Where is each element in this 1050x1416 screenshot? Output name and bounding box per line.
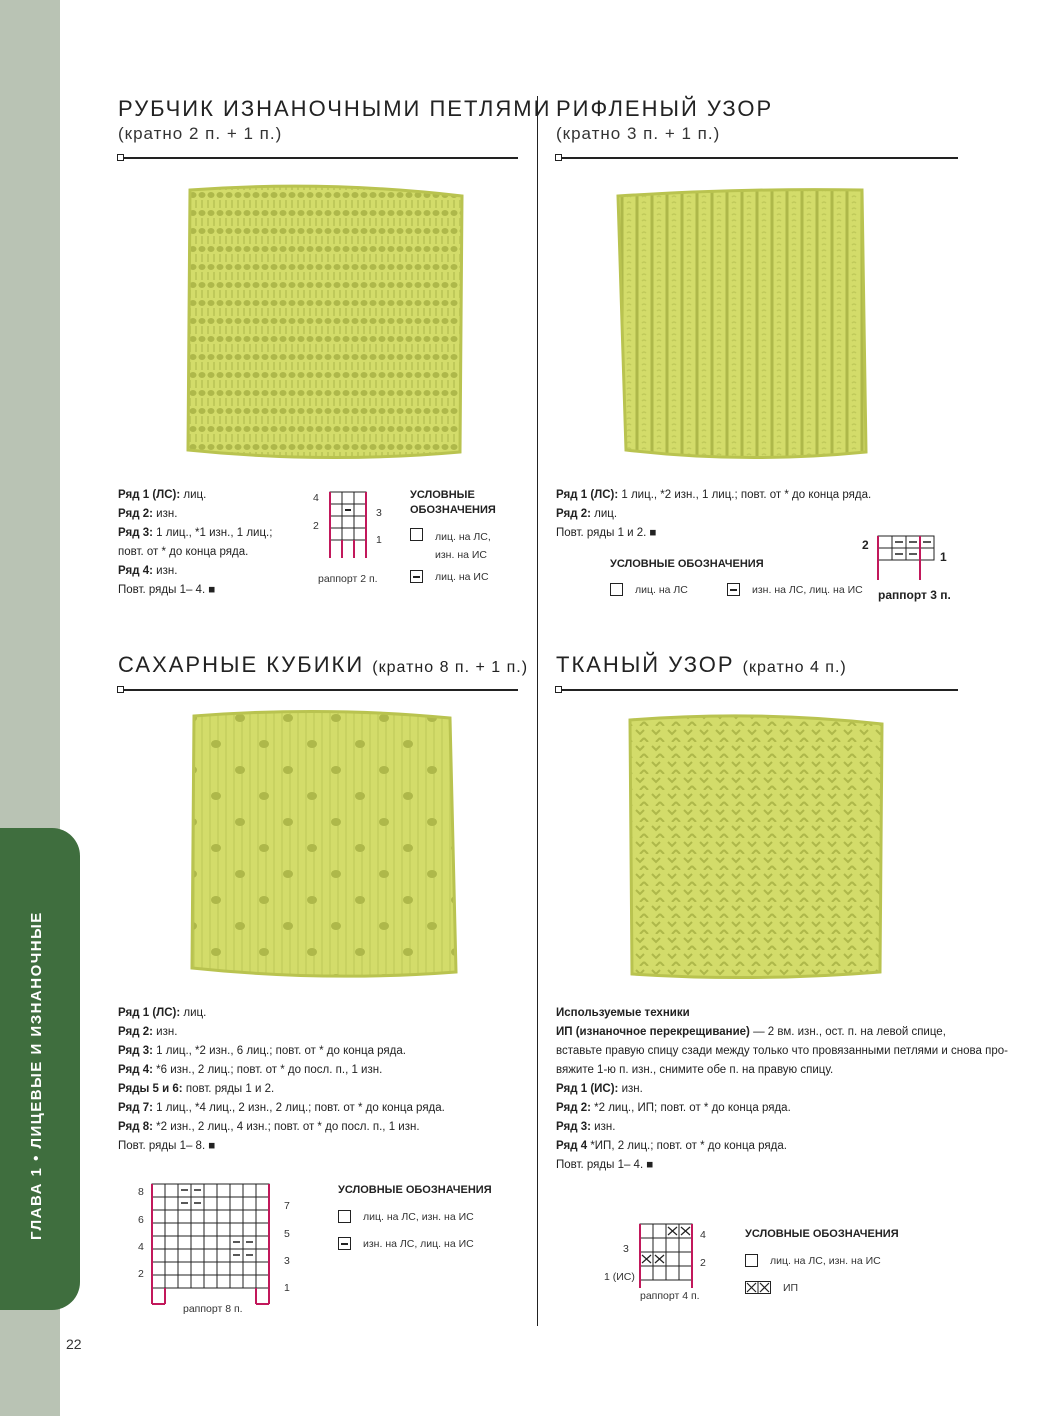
chart-repeat-label: раппорт 8 п. bbox=[183, 1303, 243, 1315]
chart-row-label: 3 bbox=[623, 1243, 629, 1255]
chart-row-label: 2 bbox=[862, 538, 869, 552]
swatch-photo-1 bbox=[180, 182, 470, 467]
dash-square-icon bbox=[727, 583, 740, 596]
chart-row-label: 2 bbox=[138, 1268, 144, 1280]
pattern-title-4: ТКАНЫЙ УЗОР (кратно 4 п.) bbox=[556, 652, 847, 677]
chart-row-label: 3 bbox=[376, 507, 382, 519]
legend-item: лиц. на ЛС, изн. на ИС bbox=[745, 1254, 881, 1267]
legend-title-1: УСЛОВНЫЕ ОБОЗНАЧЕНИЯ bbox=[410, 489, 496, 516]
chapter-tab-label: ГЛАВА 1 • ЛИЦЕВЫЕ И ИЗНАНОЧНЫЕ bbox=[28, 911, 45, 1240]
pattern-title-3: САХАРНЫЕ КУБИКИ (кратно 8 п. + 1 п.) bbox=[118, 652, 529, 677]
chart-row-label: 7 bbox=[284, 1200, 290, 1212]
chart-row-label: 3 bbox=[284, 1255, 290, 1267]
blank-square-icon bbox=[745, 1254, 758, 1267]
blank-square-icon bbox=[610, 583, 623, 596]
pattern-multiple-3: (кратно 8 п. + 1 п.) bbox=[372, 659, 529, 676]
pattern-instructions-3: Ряд 1 (ЛС): лиц. Ряд 2: изн. Ряд 3: 1 лиц., *2 изн., 6 лиц.; повт. от * до конца ряда. Ряд 4: *6 изн., 2 лиц.; повт. от * до посл. п., 1 изн. Ряды 5 и 6: повт. ряды 1 и 2. Ряд 7: 1 лиц., *4 лиц., 2 изн., 2 лиц.; повт. от * до конца ряда. Ряд 8: *2 изн., 2 лиц., 4 изн.; повт. от * до посл. п., 1 изн. Повт. ряды 1– 8. ■ bbox=[118, 1007, 445, 1152]
chart-row-label: 4 bbox=[313, 492, 319, 504]
chart-row-label: 4 bbox=[700, 1229, 706, 1241]
chart-row-label: 4 bbox=[138, 1241, 144, 1253]
section-rule-4 bbox=[558, 689, 958, 691]
legend-item: лиц. на ИС bbox=[410, 570, 489, 583]
chart-repeat-label: раппорт 2 п. bbox=[318, 573, 378, 585]
blank-square-icon bbox=[338, 1210, 351, 1223]
legend-item: изн. на ЛС, лиц. на ИС bbox=[727, 583, 863, 596]
pattern-instructions-2: Ряд 1 (ЛС): 1 лиц., *2 изн., 1 лиц.; повт. от * до конца ряда. Ряд 2: лиц. Повт. ряды 1 и 2. ■ bbox=[556, 489, 872, 539]
pattern-title-2: РИФЛЕНЫЙ УЗОР bbox=[556, 96, 774, 121]
chart-row-label: 5 bbox=[284, 1228, 290, 1240]
legend-item: лиц. на ЛС, изн. на ИС bbox=[410, 528, 491, 564]
pattern-multiple-1: (кратно 2 п. + 1 п.) bbox=[118, 124, 283, 143]
swatch-photo-4 bbox=[618, 710, 892, 988]
pattern-multiple-2: (кратно 3 п. + 1 п.) bbox=[556, 124, 721, 143]
legend-item: ИП bbox=[745, 1281, 798, 1294]
chart-row-label: 2 bbox=[700, 1257, 706, 1269]
chart-row-label: 8 bbox=[138, 1186, 144, 1198]
legend-item: лиц. на ЛС bbox=[610, 583, 688, 596]
pattern-title-1: РУБЧИК ИЗНАНОЧНЫМИ ПЕТЛЯМИ bbox=[118, 96, 552, 121]
chart-row-label: 1 bbox=[284, 1282, 290, 1294]
pattern-instructions-4: Используемые техники ИП (изнаночное перекрещивание) — 2 вм. изн., ост. п. на левой спице, вставьте правую спицу сзади между только что провязанными петлями и снова про- вяжите 1-ю п. изн., снимите обе п. на правую спицу. Ряд 1 (ИС): изн. Ряд 2: *2 лиц., ИП; повт. от * до конца ряда. Ряд 3: изн. Ряд 4 *ИП, 2 лиц.; повт. от * до конца ряда. Повт. ряды 1– 4. ■ bbox=[556, 1007, 1008, 1171]
cross-stitch-icon bbox=[745, 1281, 771, 1294]
pattern-multiple-4: (кратно 4 п.) bbox=[742, 659, 847, 676]
dash-square-icon bbox=[338, 1237, 351, 1250]
swatch-photo-3 bbox=[180, 706, 470, 990]
chart-row-label: 1 bbox=[940, 550, 947, 564]
dash-square-icon bbox=[410, 570, 423, 583]
legend-title-2: УСЛОВНЫЕ ОБОЗНАЧЕНИЯ bbox=[610, 558, 764, 570]
legend-title-4: УСЛОВНЫЕ ОБОЗНАЧЕНИЯ bbox=[745, 1228, 899, 1240]
chart-repeat-label: раппорт 3 п. bbox=[878, 588, 951, 602]
legend-title-3: УСЛОВНЫЕ ОБОЗНАЧЕНИЯ bbox=[338, 1184, 492, 1196]
chart-repeat-label: раппорт 4 п. bbox=[640, 1290, 700, 1302]
chart-row-label: 1 bbox=[376, 534, 382, 546]
page-number: 22 bbox=[66, 1336, 82, 1352]
pattern-instructions-1: Ряд 1 (ЛС): лиц. Ряд 2: изн. Ряд 3: 1 лиц., *1 изн., 1 лиц.; повт. от * до конца ряда. Ряд 4: изн. Повт. ряды 1– 4. ■ bbox=[118, 489, 273, 596]
section-rule-3 bbox=[120, 689, 518, 691]
column-divider bbox=[537, 96, 538, 1326]
blank-square-icon bbox=[410, 528, 423, 541]
legend-item: изн. на ЛС, лиц. на ИС bbox=[338, 1237, 474, 1250]
section-rule-2 bbox=[558, 157, 958, 159]
legend-item: лиц. на ЛС, изн. на ИС bbox=[338, 1210, 474, 1223]
section-rule-1 bbox=[120, 157, 518, 159]
chart-row-label: 6 bbox=[138, 1214, 144, 1226]
chart-row-label: 1 (ИС) bbox=[604, 1271, 635, 1283]
chart-row-label: 2 bbox=[313, 520, 319, 532]
swatch-photo-2 bbox=[604, 182, 884, 467]
